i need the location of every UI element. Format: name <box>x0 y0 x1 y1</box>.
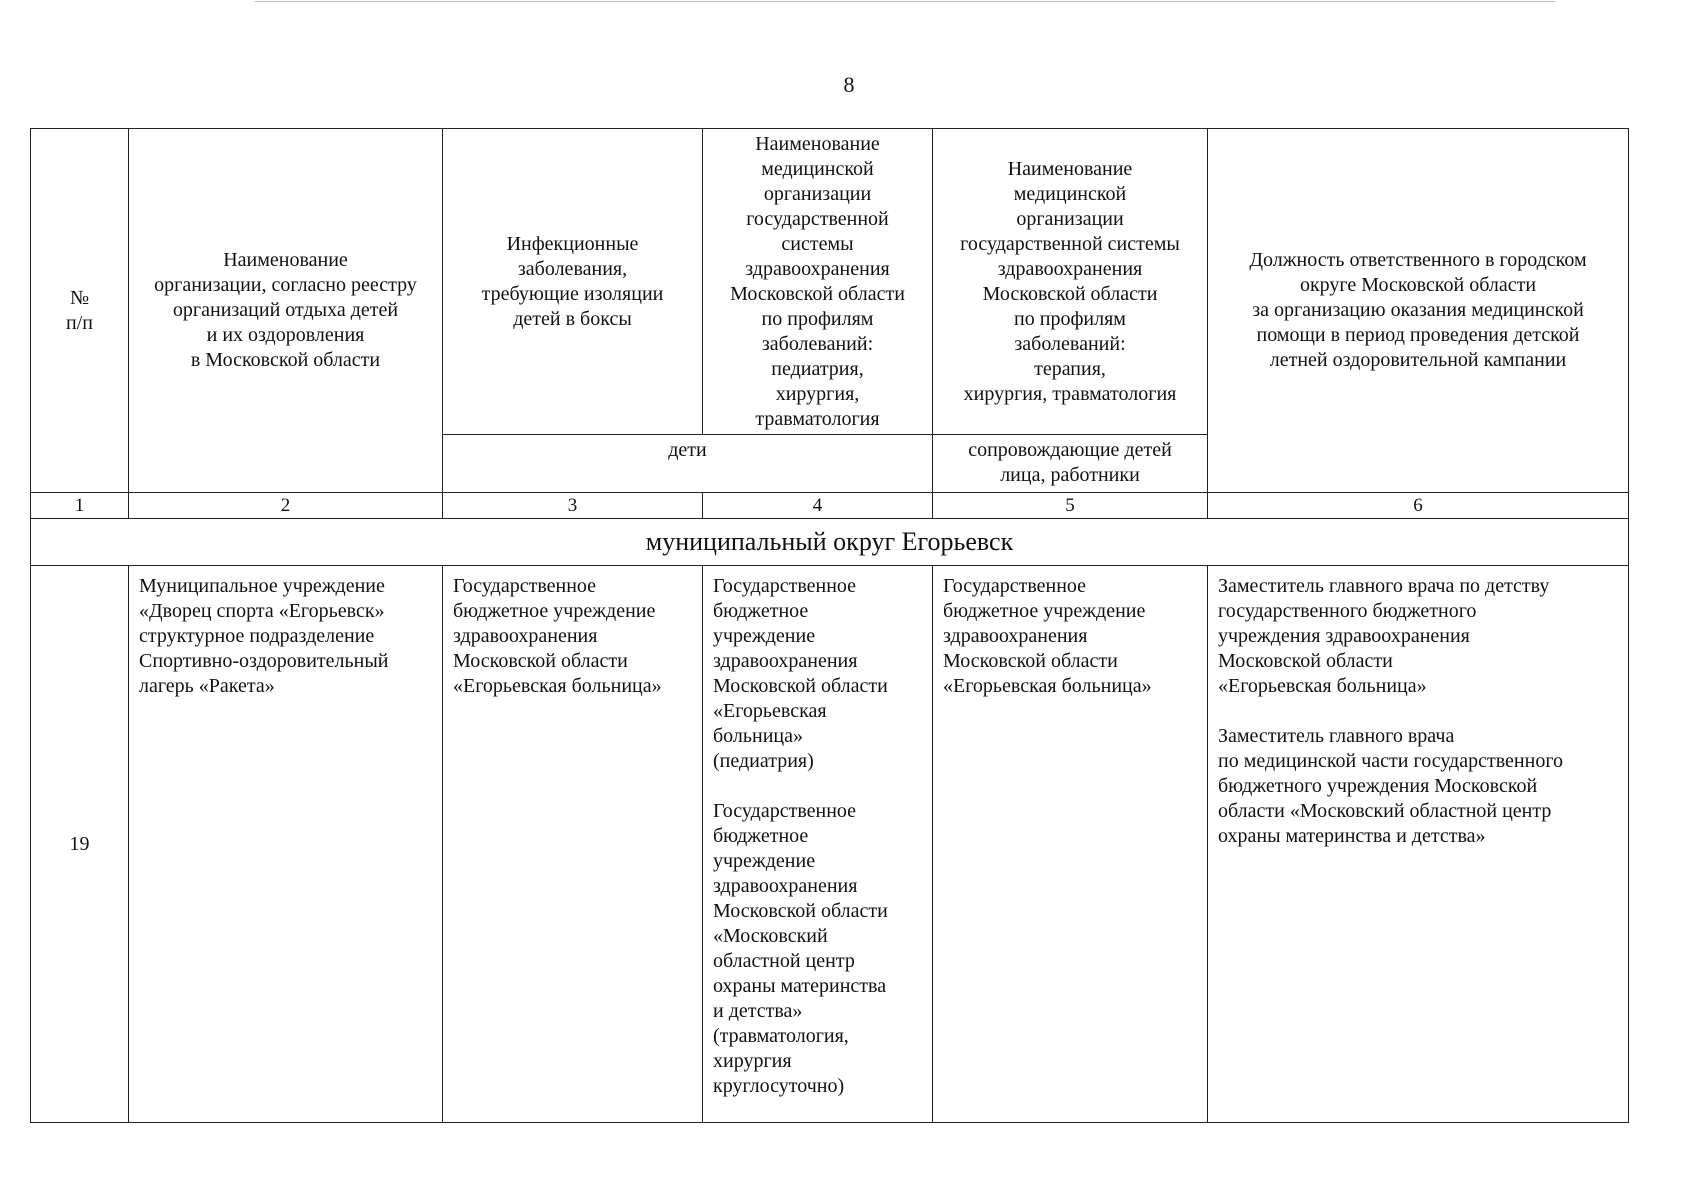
children-org-primary: Государственное бюджетное учреждение здравоохранения Московской области «Егорьевская больница» (педиатрия) <box>713 575 888 772</box>
row-number: 19 <box>31 566 129 1123</box>
subheader-children: дети <box>443 435 933 493</box>
children-org-cell <box>703 566 933 1123</box>
section-row <box>31 519 1629 566</box>
subheader-adults: сопровождающие детей лица, работники <box>933 435 1208 493</box>
column-number: 5 <box>933 493 1208 519</box>
children-org-secondary: Государственное бюджетное учреждение здравоохранения Московской области «Московский областной центр охраны материнства и детства» (травматология, хирургия круглосуточно) <box>713 800 888 1097</box>
header-organization: Наименование организации, согласно реестру организаций отдыха детей и их оздоровления в Московской области <box>129 129 443 493</box>
table-row <box>31 566 1629 1123</box>
header-responsible-position: Должность ответственного в городском округе Московской области за организацию оказания медицинской помощи в период проведения детской летней оздоровительной кампании <box>1208 129 1629 493</box>
header-infectious-diseases: Инфекционные заболевания, требующие изоляции детей в боксы <box>443 129 703 435</box>
column-number: 3 <box>443 493 703 519</box>
section-title: муниципальный округ Егорьевск <box>31 519 1629 566</box>
responsible-primary: Заместитель главного врача по детству государственного бюджетного учреждения здравоохранения Московской области «Егорьевская больница» <box>1218 575 1550 697</box>
header-adults-medical-org: Наименование медицинской организации государственной системы здравоохранения Московской области по профилям заболеваний: терапия, хирургия, травматология <box>933 129 1208 435</box>
header-row <box>31 129 1629 435</box>
infectious-org-cell: Государственное бюджетное учреждение здравоохранения Московской области «Егорьевская больница» <box>443 566 703 1123</box>
column-number: 4 <box>703 493 933 519</box>
column-number: 2 <box>129 493 443 519</box>
column-number: 6 <box>1208 493 1629 519</box>
responsible-cell <box>1208 566 1629 1123</box>
header-number: № п/п <box>31 129 129 493</box>
paragraph-gap <box>1218 699 1622 724</box>
header-children-medical-org: Наименование медицинской организации государственной системы здравоохранения Московской области по профилям заболеваний: педиатрия, хирургия, травматология <box>703 129 933 435</box>
responsible-secondary: Заместитель главного врача по медицинской части государственного бюджетного учреждения Московской области «Московский областной центр охраны материнства и детства» <box>1218 725 1564 847</box>
adults-org-cell: Государственное бюджетное учреждение здравоохранения Московской области «Егорьевская больница» <box>933 566 1208 1123</box>
top-rule <box>255 1 1555 2</box>
column-number-row <box>31 493 1629 519</box>
paragraph-gap <box>713 774 926 799</box>
page-number: 8 <box>843 72 855 97</box>
institutions-table <box>30 128 1629 1123</box>
organization-cell: Муниципальное учреждение «Дворец спорта «Егорьевск» структурное подразделение Спортивно-оздоровительный лагерь «Ракета» <box>129 566 443 1123</box>
column-number: 1 <box>31 493 129 519</box>
